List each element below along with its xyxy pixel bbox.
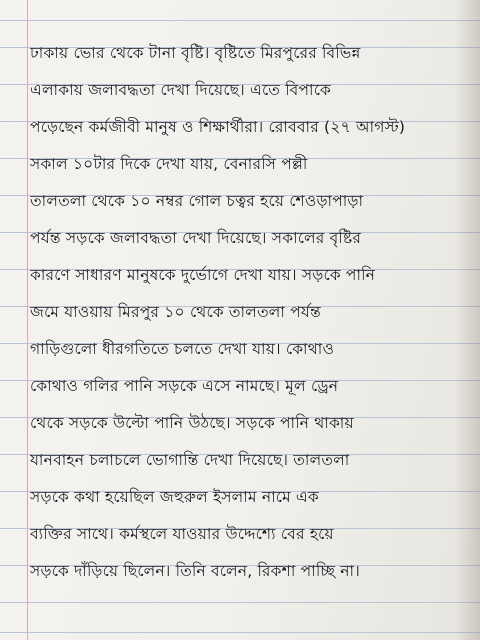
handwritten-line-2: এলাকায় জলাবদ্ধতা দেখা দিয়েছে। এতে বিপাকে <box>30 81 331 99</box>
handwritten-line-7: কারণে সাধারণ মানুষকে দুর্ভোগে দেখা যায়। সড়কে পানি <box>30 266 376 284</box>
handwritten-line-11: থেকে সড়কে উল্টো পানি উঠছে। সড়কে পানি থাকায় <box>30 414 354 432</box>
handwritten-line-9: গাড়িগুলো ধীরগতিতে চলতে দেখা যায়। কোথাও <box>30 340 335 358</box>
ruled-line <box>0 20 480 21</box>
handwritten-line-10: কোথাও গলির পানি সড়কে এসে নামছে। মূল ড্রেন <box>30 377 339 395</box>
margin-line <box>27 0 28 640</box>
handwritten-line-5: তালতলা থেকে ১০ নম্বর গোল চত্বর হয়ে শেওড়াপাড়া <box>30 192 364 210</box>
handwritten-line-3: পড়েছেন কর্মজীবী মানুষ ও শিক্ষার্থীরা। রোববার (২৭ আগস্ট) <box>30 118 406 136</box>
handwritten-line-15: সড়কে দাঁড়িয়ে ছিলেন। তিনি বলেন, রিকশা পাচ্ছি না। <box>30 562 360 580</box>
ruled-line <box>0 632 480 633</box>
handwritten-line-12: যানবাহন চলাচলে ভোগান্তি দেখা দিয়েছে। তালতলা <box>30 451 350 469</box>
handwritten-line-6: পর্যন্ত সড়কে জলাবদ্ধতা দেখা দিয়েছে। সকালের বৃষ্টির <box>30 229 362 247</box>
page-edge-shadow <box>454 0 480 640</box>
handwritten-line-14: ব্যক্তির সাথে। কর্মস্থলে যাওয়ার উদ্দেশ্যে বের হয়ে <box>30 525 334 543</box>
handwritten-line-4: সকাল ১০টার দিকে দেখা যায়, বেনারসি পল্লী <box>30 155 308 173</box>
handwritten-line-8: জমে যাওয়ায় মিরপুর ১০ থেকে তালতলা পর্যন্ত <box>30 303 321 321</box>
handwritten-line-1: ঢাকায় ভোর থেকে টানা বৃষ্টি। বৃষ্টিতে মিরপুরের বিভিন্ন <box>30 44 361 62</box>
ruled-line <box>0 602 480 603</box>
handwritten-line-13: সড়কে কথা হয়েছিল জহুরুল ইসলাম নামে এক <box>30 488 319 506</box>
